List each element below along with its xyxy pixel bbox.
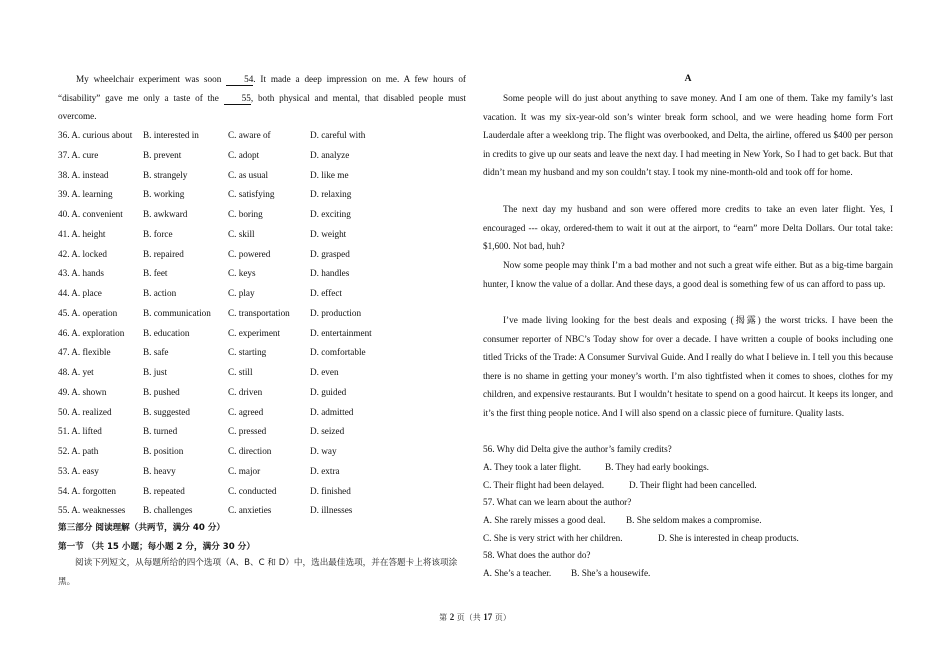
option-cell: C. powered [228,248,271,259]
option-row [58,127,466,143]
option-row [58,502,466,518]
option-cell: D. like me [310,169,349,180]
option-cell: 50. A. realized [58,406,112,417]
question-option-line [483,512,893,530]
option-cell: C. as usual [228,169,269,180]
passage-paragraph: The next day my husband and son were offered more credits to take an even later flight. Yes, I encouraged --- okay, ordered-them to wait it out at the airport, to “earn” more Delta Dollars. Our total take: $1,600. Not bad, huh? [483,204,893,252]
option-cell: B. action [143,288,177,298]
option-cell: D. effect [310,288,342,298]
option-cell: C. starting [228,347,267,358]
option-cell: C. aware of [228,130,271,140]
option-c: C. Their flight had been delayed. [483,480,605,490]
option-cell: 43. A. hands [58,268,104,279]
option-cell: D. relaxing [310,189,352,200]
option-cell: C. direction [228,446,272,456]
option-cell: D. careful with [310,130,366,140]
option-b: B. They had early bookings. [605,462,709,472]
option-cell: D. handles [310,268,350,279]
option-row [58,147,466,163]
option-cell: B. awkward [143,209,188,219]
option-cell: 40. A. convenient [58,209,123,219]
option-row [58,443,466,459]
option-cell: C. keys [228,268,256,279]
option-cell: B. safe [143,347,169,358]
question-option-line [483,477,893,495]
question-option-line [483,565,893,583]
option-cell: D. way [310,446,337,456]
option-cell: C. still [228,367,253,377]
option-row [58,463,466,479]
passage-paragraph: Some people will do just about anything to save money. And I am one of them. Take my family’s last vacation. It was my six-year-old son’s winter break form school, and we were heading home form Fort Lauderdale after a weeklong trip. The flight was overbooked, and Delta, the airline, offered us $400 per person in credits to give up our seats and leave the next day. I had meeting in New York, So I had to get back. But that didn’t mean my husband and my son couldn’t stay. I took my nine-month-old and took off for home. [483,93,893,178]
question-57: 57. What can we learn about the author? [483,497,632,507]
option-cell: C. adopt [228,149,260,160]
cloze-closing-paragraph: My wheelchair experiment was soon 54. It made a deep impression on me. A few hours of “disability” gave me only a taste of the 55, both physical and mental, that disabled people must overcome. [58,74,466,122]
option-cell: C. play [228,288,255,298]
question-option-line [483,459,893,477]
question-58: 58. What does the author do? [483,550,591,560]
option-c: C. She is very strict with her children. [483,533,623,543]
option-cell: B. repaired [143,248,184,259]
question-option-line [483,530,893,548]
blank-55: 55 [224,92,251,105]
option-cell: 45. A. operation [58,307,118,318]
option-cell: D. illnesses [310,505,353,516]
option-cell: 38. A. instead [58,169,109,180]
option-row [58,384,466,400]
option-cell: B. communication [143,307,211,318]
option-cell: D. exciting [310,209,351,219]
page-total: 17 [483,612,493,622]
option-cell: 48. A. yet [58,367,94,377]
option-cell: D. seized [310,426,345,437]
option-cell: 47. A. flexible [58,347,111,358]
option-b: B. She seldom makes a compromise. [626,515,762,525]
option-cell: 41. A. height [58,228,106,239]
option-cell: D. entertainment [310,327,372,338]
section1-heading: 第一节 （共 15 小题；每小题 2 分，满分 30 分） [58,542,255,552]
option-cell: C. major [228,465,261,476]
option-cell: C. transportation [228,307,290,318]
option-cell: 37. A. cure [58,149,99,160]
reading-instruction: 阅读下列短文，从每题所给的四个选项（A、B、C 和 D）中，选出最佳选项，并在答题卡上将该项涂黑。 [58,558,458,587]
option-cell: 44. A. place [58,288,102,298]
option-cell: D. even [310,367,339,377]
option-cell: B. pushed [143,386,180,397]
passage-title: A [684,74,692,84]
option-cell: 39. A. learning [58,189,113,200]
option-cell: C. pressed [228,426,267,437]
option-row [58,167,466,183]
option-cell: D. grasped [310,248,350,259]
option-row [58,265,466,281]
option-cell: C. driven [228,386,263,397]
part3-heading: 第三部分 阅读理解（共两节，满分 40 分） [58,523,226,533]
option-cell: 52. A. path [58,446,99,456]
option-row [58,226,466,242]
option-cell: D. comfortable [310,347,366,358]
page-number: 2 [449,612,455,622]
option-cell: C. anxieties [228,505,272,516]
option-cell: C. skill [228,228,255,239]
option-a: A. They took a later flight. [483,462,582,472]
option-cell: B. interested in [143,130,199,140]
option-cell: 53. A. easy [58,465,99,476]
option-cell: D. weight [310,228,347,239]
option-cell: B. education [143,327,190,338]
option-cell: B. repeated [143,485,185,496]
option-cell: C. experiment [228,327,281,338]
option-cell: D. guided [310,386,347,397]
option-cell: B. turned [143,426,178,437]
option-row [58,186,466,202]
option-cell: B. working [143,189,185,200]
option-b: B. She’s a housewife. [571,568,651,578]
option-cell: C. conducted [228,485,277,496]
option-cell: B. strangely [143,169,188,180]
option-row [58,483,466,499]
option-a: A. She rarely misses a good deal. [483,515,606,525]
option-row [58,364,466,380]
option-cell: C. agreed [228,406,264,417]
option-cell: D. extra [310,465,340,476]
option-cell: D. admitted [310,406,354,417]
option-row [58,206,466,222]
page-footer: 第 2 页（共 17 页） [439,612,511,622]
option-row [58,423,466,439]
option-cell: B. feet [143,268,168,279]
question-56: 56. Why did Delta give the author’s family credits? [483,444,672,454]
option-cell: 42. A. locked [58,248,107,259]
blank-54: 54 [226,73,253,86]
option-cell: D. analyze [310,149,350,160]
option-cell: 55. A. weaknesses [58,505,126,516]
passage-paragraph: Now some people may think I’m a bad mother and not such a great wife either. But as a big-time bargain hunter, I know the value of a dollar. And these days, a good deal is something few of us can afford to pass up. [483,260,893,289]
option-cell: B. suggested [143,406,190,417]
option-row [58,246,466,262]
option-cell: B. prevent [143,149,182,160]
option-cell: B. challenges [143,505,193,516]
option-cell: 54. A. forgotten [58,485,117,496]
option-cell: B. heavy [143,465,176,476]
option-row [58,404,466,420]
option-cell: B. just [143,367,167,377]
option-row [58,285,466,301]
passage-paragraph: I’ve made living looking for the best deals and exposing (揭露) the worst tricks. I have been the consumer reporter of NBC’s Today show for over a decade. I have written a couple of books including one titled Tricks of the Trade: A Consumer Survival Guide. And I really do what I believe in. I tell you this because there is no shame in getting your money’s worth. I’m also tightfisted when it comes to shoes, clothes for my children, and expensive restaurants. But I wouldn’t hesitate to spend on a good haircut. It keeps its longer, and it’s the first thing people notice. And I will also spend on a classic piece of furniture. Quality lasts. [483,315,893,418]
option-a: A. She’s a teacher. [483,568,552,578]
option-cell: B. position [143,446,184,456]
option-cell: 36. A. curious about [58,130,133,140]
option-cell: C. satisfying [228,189,275,200]
option-cell: 51. A. lifted [58,426,102,437]
option-row [58,344,466,360]
option-d: D. Their flight had been cancelled. [629,480,757,490]
option-cell: D. finished [310,485,351,496]
option-cell: B. force [143,228,173,239]
option-d: D. She is interested in cheap products. [658,533,799,543]
option-cell: 46. A. exploration [58,327,125,338]
option-cell: D. production [310,307,362,318]
option-row [58,325,466,341]
option-cell: C. boring [228,209,263,219]
option-row [58,305,466,321]
option-cell: 49. A. shown [58,386,107,397]
